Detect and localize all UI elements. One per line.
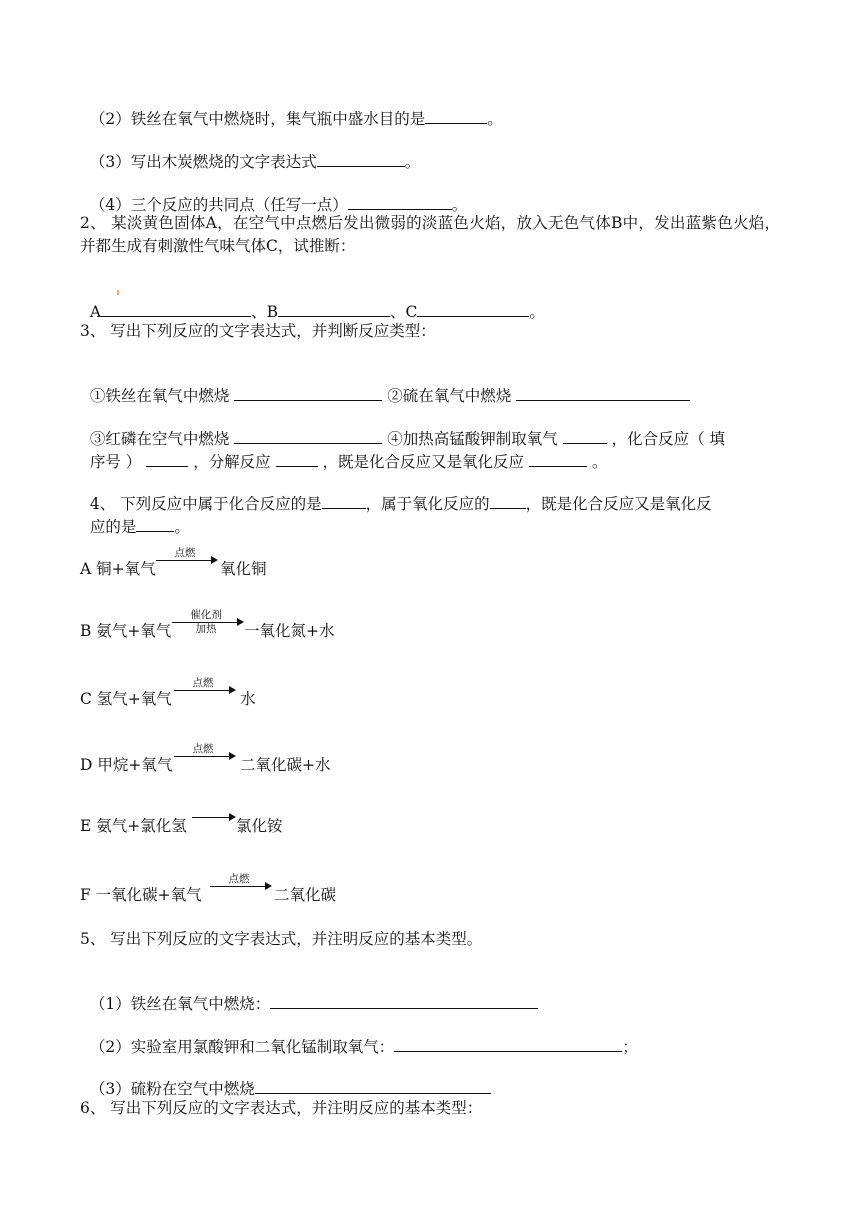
reaction-arrow: 点燃 [174, 747, 236, 767]
question-5-part1: （1）铁丝在氧气中燃烧： [80, 970, 538, 1015]
answer-blank[interactable] [394, 1035, 622, 1052]
answer-blank[interactable] [529, 450, 587, 467]
question-2-stem: 2、 某淡黄色固体A，在空气中点燃后发出微弱的淡蓝色火焰，放入无色气体B中，发出蓝紫色火焰，并都生成有刺激性气味气体C，试推断： [80, 214, 780, 255]
answer-blank-b[interactable] [278, 300, 390, 317]
question-4-line2: 应的是 。 [80, 493, 190, 538]
answer-blank[interactable] [146, 450, 188, 467]
answer-blank[interactable] [317, 150, 405, 167]
q1-part2: （2）铁丝在氧气中燃烧时，集气瓶中盛水目的是 。 [80, 85, 503, 130]
q1-part4: （4）三个反应的共同点（任写一点） 。 [80, 171, 467, 216]
question-3-row2: ③红磷在空气中燃烧 ④加热高锰酸钾制取氧气 ，化合反应（ 填 [80, 405, 725, 450]
answer-blank[interactable] [322, 492, 366, 509]
question-2-answers: A 、B 、C 。 [80, 278, 545, 323]
question-5-stem: 5、 写出下列反应的文字表达式，并注明反应的基本类型。 [80, 930, 483, 948]
answer-blank[interactable] [234, 384, 382, 401]
highlight-mark [117, 290, 119, 295]
question-4-line1: 4、 下列反应中属于化合反应的是 ，属于氧化反应的 ，既是化合反应又是氧化反 [80, 470, 712, 515]
reaction-arrow: 点燃 [210, 877, 272, 897]
answer-blank[interactable] [348, 193, 452, 210]
reaction-arrow [192, 808, 236, 828]
q1-part3: （3）写出木炭燃烧的文字表达式 。 [80, 128, 420, 173]
question-3-row3: 序号 ） ，分解反应 ，既是化合反应又是氧化反应 。 [80, 428, 607, 473]
answer-blank[interactable] [425, 107, 487, 124]
reaction-arrow: 点燃 [174, 681, 236, 701]
answer-blank-c[interactable] [417, 300, 529, 317]
answer-blank[interactable] [136, 515, 174, 532]
answer-blank[interactable] [270, 992, 538, 1009]
answer-blank[interactable] [276, 450, 318, 467]
answer-blank[interactable] [255, 1077, 491, 1094]
reaction-arrow: 催化剂 加热 [172, 613, 244, 633]
question-5-part3: （3）硫粉在空气中燃烧 [80, 1055, 491, 1100]
question-3-row1: ①铁丝在氧气中燃烧 ②硫在氧气中燃烧 [80, 362, 690, 407]
question-5-part2: （2）实验室用氯酸钾和二氧化锰制取氧气： ； [80, 1013, 638, 1058]
answer-blank-a[interactable] [101, 300, 251, 317]
answer-blank[interactable] [516, 384, 690, 401]
question-3-stem: 3、 写出下列反应的文字表达式，并判断反应类型： [80, 322, 436, 340]
reaction-arrow: 点燃 [156, 551, 218, 571]
answer-blank[interactable] [490, 492, 526, 509]
question-6-stem: 6、 写出下列反应的文字表达式，并注明反应的基本类型： [80, 1099, 483, 1117]
